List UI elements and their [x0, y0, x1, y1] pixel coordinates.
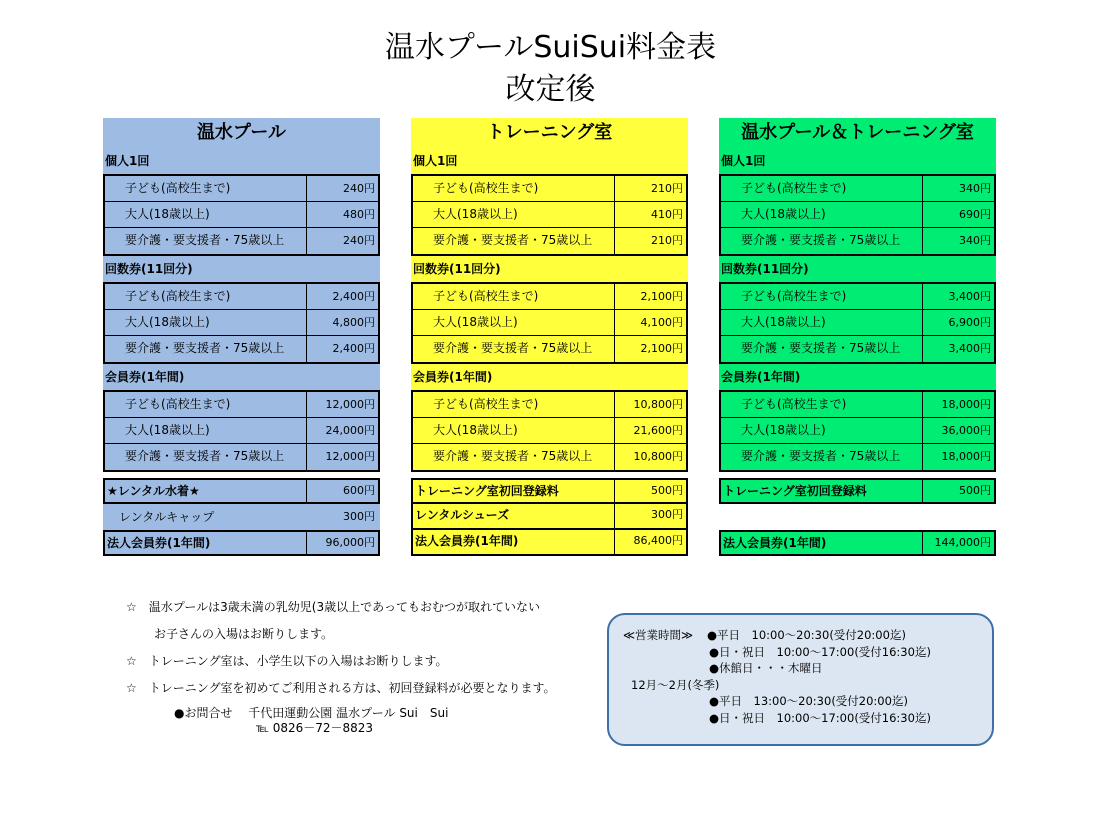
corporate-value: 144,000円 [922, 532, 994, 554]
corporate-member-row [719, 530, 996, 556]
price-row-value: 3,400円 [922, 336, 994, 362]
price-row-value: 340円 [922, 176, 994, 201]
price-row-value: 690円 [922, 202, 994, 227]
column-header: トレーニング室 [411, 118, 688, 148]
price-row-value: 240円 [306, 176, 378, 201]
price-row-value: 240円 [306, 228, 378, 254]
section-label-ticket: 回数券(11回分) [719, 256, 996, 282]
corporate-label: 法人会員券(1年間) [415, 534, 519, 548]
price-row-label: 子ども(高校生まで) [433, 397, 539, 411]
price-row [105, 392, 378, 418]
price-row [105, 228, 378, 254]
ticket-price-group [103, 282, 380, 364]
registration-fee-row [719, 478, 996, 504]
note-line: お子さんの入場はお断りします。 [154, 627, 334, 641]
price-row-label: 子ども(高校生まで) [433, 181, 539, 195]
price-row-value: 2,400円 [306, 284, 378, 309]
price-row-label: 子ども(高校生まで) [741, 397, 847, 411]
price-row-label: 要介護・要支援者・75歳以上 [741, 341, 901, 355]
corporate-label: 法人会員券(1年間) [107, 536, 211, 550]
price-row [413, 176, 686, 202]
price-row [413, 444, 686, 470]
price-row [413, 336, 686, 362]
single-price-group [719, 174, 996, 256]
corporate-value: 96,000円 [306, 532, 378, 554]
price-row [105, 310, 378, 336]
price-row [105, 336, 378, 362]
member-price-group [411, 390, 688, 472]
price-row-value: 210円 [614, 228, 686, 254]
hours-winter-weekday: ●平日 13:00～20:30(受付20:00迄) [709, 694, 908, 708]
section-label-member: 会員券(1年間) [719, 364, 996, 390]
section-label-member: 会員券(1年間) [103, 364, 380, 390]
price-row [413, 418, 686, 444]
price-row-value: 12,000円 [306, 392, 378, 417]
column-header: 温水プール＆トレーニング室 [719, 118, 996, 148]
contact-info [174, 706, 448, 736]
price-row-value: 24,000円 [306, 418, 378, 443]
section-label-ticket: 回数券(11回分) [411, 256, 688, 282]
price-row-label: 子ども(高校生まで) [125, 397, 231, 411]
price-row-label: 要介護・要支援者・75歳以上 [125, 449, 285, 463]
contact-phone: ℡ 0826－72－8823 [256, 721, 374, 735]
rental-shoes-row [411, 504, 688, 530]
price-row-value: 18,000円 [922, 392, 994, 417]
section-label-single: 個人1回 [103, 148, 380, 174]
price-row [721, 176, 994, 202]
extra-value: 500円 [922, 480, 994, 502]
corporate-member-row [103, 530, 380, 556]
training-price-column [411, 118, 688, 556]
price-row-value: 410円 [614, 202, 686, 227]
price-row-value: 18,000円 [922, 444, 994, 470]
price-row-value: 2,400円 [306, 336, 378, 362]
corporate-value: 86,400円 [614, 530, 686, 554]
price-row [721, 202, 994, 228]
price-row-label: 大人(18歳以上) [125, 315, 210, 329]
extra-label: レンタルシューズ [415, 508, 510, 522]
extra-value: 300円 [614, 504, 686, 528]
hours-winter-holiday: ●日・祝日 10:00～17:00(受付16:30迄) [709, 710, 931, 725]
price-row-label: 要介護・要支援者・75歳以上 [125, 341, 285, 355]
section-label-single: 個人1回 [719, 148, 996, 174]
section-label-ticket: 回数券(11回分) [103, 256, 380, 282]
hours-winter-label: 12月～2月(冬季) [631, 677, 720, 692]
price-row-value: 4,800円 [306, 310, 378, 335]
extra-value: 300円 [343, 510, 375, 523]
registration-fee-row [411, 478, 688, 504]
price-row-label: 要介護・要支援者・75歳以上 [433, 341, 593, 355]
extra-label: トレーニング室初回登録料 [415, 484, 559, 498]
price-row-label: 子ども(高校生まで) [741, 289, 847, 303]
price-row [413, 228, 686, 254]
page-title: 温水プールSuiSui料金表 [384, 30, 717, 65]
section-label-single: 個人1回 [411, 148, 688, 174]
price-row [105, 444, 378, 470]
price-row [721, 284, 994, 310]
price-row-value: 6,900円 [922, 310, 994, 335]
combined-price-column [719, 118, 996, 556]
price-row-label: 大人(18歳以上) [433, 423, 518, 437]
member-price-group [719, 390, 996, 472]
price-row-value: 4,100円 [614, 310, 686, 335]
member-price-group [103, 390, 380, 472]
column-header: 温水プール [103, 118, 380, 148]
price-row-label: 大人(18歳以上) [433, 207, 518, 221]
price-row [105, 284, 378, 310]
price-row-value: 10,800円 [614, 392, 686, 417]
price-row-label: 子ども(高校生まで) [125, 289, 231, 303]
price-row [721, 444, 994, 470]
pool-price-column [103, 118, 380, 556]
section-label-member: 会員券(1年間) [411, 364, 688, 390]
contact-line: ●お問合せ 千代田運動公園 温水プール Sui Sui [174, 706, 449, 720]
ticket-price-group [411, 282, 688, 364]
price-row [105, 176, 378, 202]
price-row-label: 大人(18歳以上) [741, 315, 826, 329]
price-row-label: 要介護・要支援者・75歳以上 [741, 449, 901, 463]
ticket-price-group [719, 282, 996, 364]
corporate-label: 法人会員券(1年間) [723, 536, 827, 550]
price-row-value: 10,800円 [614, 444, 686, 470]
hours-label: ≪営業時間≫ [623, 628, 694, 642]
hours-closed: ●休館日・・・木曜日 [709, 661, 823, 675]
price-row-value: 480円 [306, 202, 378, 227]
price-row-value: 21,600円 [614, 418, 686, 443]
note-line: ☆ 温水プールは3歳未満の乳幼児(3歳以上であってもおむつが取れていない [126, 600, 540, 614]
extra-label: トレーニング室初回登録料 [723, 484, 867, 498]
price-row [105, 418, 378, 444]
price-row-value: 12,000円 [306, 444, 378, 470]
rental-cap-row [103, 504, 380, 530]
corporate-member-row [411, 530, 688, 556]
price-row-label: 大人(18歳以上) [433, 315, 518, 329]
price-row [721, 228, 994, 254]
hours-weekday: ●平日 10:00～20:30(受付20:00迄) [707, 628, 906, 642]
single-price-group [103, 174, 380, 256]
price-row-value: 2,100円 [614, 284, 686, 309]
price-row [721, 336, 994, 362]
price-row-label: 大人(18歳以上) [125, 207, 210, 221]
price-row-label: 要介護・要支援者・75歳以上 [433, 233, 593, 247]
price-row-value: 340円 [922, 228, 994, 254]
price-row [721, 418, 994, 444]
price-row-value: 36,000円 [922, 418, 994, 443]
extra-value: 500円 [614, 480, 686, 502]
extra-label: レンタルキャップ [119, 510, 215, 524]
price-row [413, 310, 686, 336]
price-row-label: 子ども(高校生まで) [741, 181, 847, 195]
price-row-label: 大人(18歳以上) [741, 423, 826, 437]
extra-label: ★レンタル水着★ [107, 484, 200, 498]
notes [126, 594, 556, 702]
price-row-label: 要介護・要支援者・75歳以上 [741, 233, 901, 247]
note-line: ☆ トレーニング室は、小学生以下の入場はお断りします。 [126, 654, 448, 668]
price-row-label: 子ども(高校生まで) [125, 181, 231, 195]
price-row-label: 大人(18歳以上) [125, 423, 210, 437]
rental-swimsuit-row [103, 478, 380, 504]
hours-holiday: ●日・祝日 10:00～17:00(受付16:30迄) [709, 644, 931, 659]
note-line: ☆ トレーニング室を初めてご利用される方は、初回登録料が必要となります。 [126, 681, 556, 695]
price-row [413, 392, 686, 418]
price-row [413, 202, 686, 228]
price-row-label: 大人(18歳以上) [741, 207, 826, 221]
price-row-value: 210円 [614, 176, 686, 201]
price-row-value: 2,100円 [614, 336, 686, 362]
price-row-label: 子ども(高校生まで) [433, 289, 539, 303]
price-row-label: 要介護・要支援者・75歳以上 [433, 449, 593, 463]
business-hours-box [607, 613, 994, 746]
price-row [721, 310, 994, 336]
price-row-label: 要介護・要支援者・75歳以上 [125, 233, 285, 247]
price-row [105, 202, 378, 228]
page-subtitle: 改定後 [505, 72, 596, 107]
price-row [413, 284, 686, 310]
price-row-value: 3,400円 [922, 284, 994, 309]
extra-value: 600円 [306, 480, 378, 502]
price-row [721, 392, 994, 418]
single-price-group [411, 174, 688, 256]
